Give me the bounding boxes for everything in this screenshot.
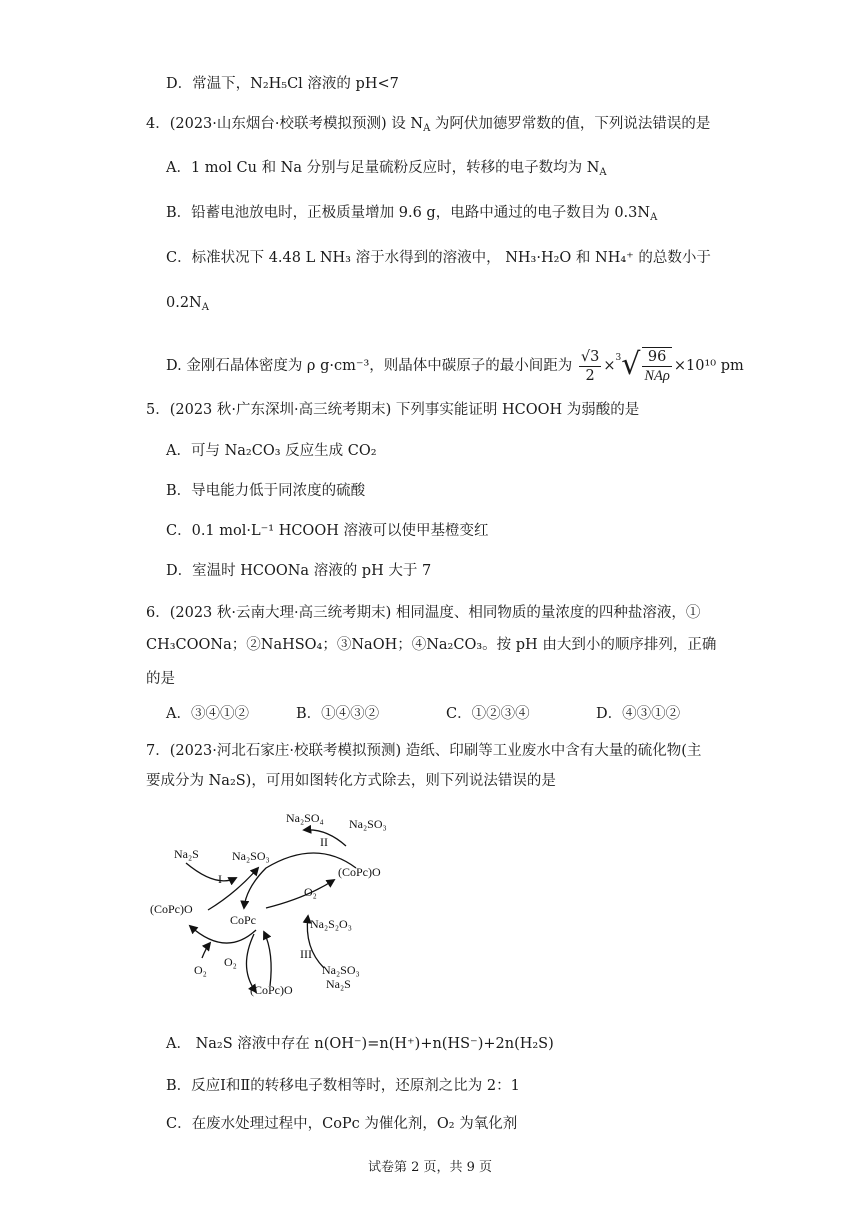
diagram-na2s-bottom: Na₂S xyxy=(326,977,351,991)
diagram-na2so3-bottom: Na₂SO₃ xyxy=(322,963,360,977)
q6-option-b: B．①④③② xyxy=(296,706,380,722)
diagram-na2so3-top: Na₂SO₃ xyxy=(349,817,387,831)
q4-option-b-sub: A xyxy=(650,212,658,223)
q4-option-d-fraction-num: √3 xyxy=(580,348,600,365)
diagram-roman-1: I xyxy=(218,872,222,886)
q4-option-a xyxy=(166,158,607,183)
q7-option-b: B．反应Ⅰ和Ⅱ的转移电子数相等时，还原剂之比为 2：1 xyxy=(166,1078,520,1094)
diagram-o2-bottom-left: O₂ xyxy=(194,963,207,977)
q4-option-c-line2-sub: A xyxy=(201,302,209,313)
q6-stem-line3: 的是 xyxy=(146,671,175,687)
diagram-copc: CoPc xyxy=(230,913,257,927)
q4-option-c-line2 xyxy=(166,293,209,318)
q4-stem-sub: A xyxy=(423,123,431,134)
q6-option-d: D．④③①② xyxy=(596,706,681,722)
q4-stem xyxy=(146,114,710,139)
diagram-arrow-o2-oxidation xyxy=(266,880,334,908)
q4-option-d-root-fraction xyxy=(642,347,672,385)
q7-option-c: C．在废水处理过程中，CoPc 为催化剂，O₂ 为氧化剂 xyxy=(166,1116,518,1132)
diagram-na2so4: Na₂SO₄ xyxy=(286,811,324,825)
q4-option-b-text: B．铅蓄电池放电时，正极质量增加 9.6 g，电路中通过的电子数目为 0.3N xyxy=(166,205,651,221)
q5-stem: 5．(2023 秋·广东深圳·高三统考期末) 下列事实能证明 HCOOH 为弱酸的是 xyxy=(146,402,640,418)
q4-option-d-fraction-den: 2 xyxy=(585,367,595,384)
q6-stem-line2: CH₃COONa；②NaHSO₄；③NaOH；④Na₂CO₃。按 pH 由大到小的顺序排列，正确 xyxy=(146,637,717,653)
q4-option-d-root-num: 96 xyxy=(642,348,672,367)
diagram-copco-left: (CoPc)O xyxy=(150,902,193,916)
q4-option-b xyxy=(166,203,657,228)
q4-option-d-root-den: NAρ xyxy=(644,368,670,384)
q5-option-c: C．0.1 mol·L⁻¹ HCOOH 溶液可以使甲基橙变红 xyxy=(166,523,489,539)
q4-option-c-line1: C．标准状况下 4.48 L NH₃ 溶于水得到的溶液中， NH₃·H₂O 和 NH₄⁺ 的总数小于 xyxy=(166,250,711,266)
q6-option-a: A．③④①② xyxy=(166,706,249,722)
diagram-o2-mid: O₂ xyxy=(304,885,317,899)
diagram-copco-bottom: (CoPc)O xyxy=(250,983,293,997)
diagram-copco-right: (CoPc)O xyxy=(338,865,381,879)
diagram-roman-2: II xyxy=(320,835,328,849)
q7-option-a: A． Na₂S 溶液中存在 n(OH⁻)=n(H⁺)+n(HS⁻)+2n(H₂S) xyxy=(166,1036,554,1052)
q4-option-d-tail: ×10¹⁰ pm xyxy=(673,358,744,374)
diagram-arrow-to-copco-left xyxy=(190,926,256,943)
diagram-arrow-o2-small xyxy=(202,943,210,958)
q4-stem-tail: 为阿伏加德罗常数的值，下列说法错误的是 xyxy=(430,116,711,132)
diagram-na2s2o3: Na₂S₂O₃ xyxy=(310,917,352,931)
diagram-roman-3: III xyxy=(300,947,312,961)
q4-option-a-sub: A xyxy=(599,167,607,178)
q6-option-c: C．①②③④ xyxy=(446,706,530,722)
q7-reaction-diagram xyxy=(146,808,426,1013)
q4-option-d: D. 金刚石晶体密度为 ρ g·cm⁻³，则晶体中碳原子的最小间距为 $\frac{√3}{2}$ ×$^3$√ $\frac{96}{\text{NAρ}}$ ×10¹⁰ pm xyxy=(166,347,744,384)
q7-stem-line1: 7．(2023·河北石家庄·校联考模拟预测) 造纸、印刷等工业废水中含有大量的硫化物(主 xyxy=(146,743,702,759)
q4-stem-text: 4．(2023·山东烟台·校联考模拟预测) 设 N xyxy=(146,116,424,132)
q4-option-d-fraction xyxy=(579,348,601,385)
diagram-na2s-left: Na₂S xyxy=(174,847,199,861)
diagram-o2-bottom: O₂ xyxy=(224,955,237,969)
q6-stem-line1: 6．(2023 秋·云南大理·高三统考期末) 相同温度、相同物质的量浓度的四种盐溶液，① xyxy=(146,605,701,621)
q5-option-d: D．室温时 HCOONa 溶液的 pH 大于 7 xyxy=(166,563,432,579)
q4-option-c-line2-text: 0.2N xyxy=(166,295,202,311)
page-footer: 试卷第 2 页，共 9 页 xyxy=(367,1160,493,1175)
q3-option-d: D．常温下，N₂H₅Cl 溶液的 pH<7 xyxy=(166,76,399,92)
q4-option-d-text: D. 金刚石晶体密度为 ρ g·cm⁻³，则晶体中碳原子的最小间距为 xyxy=(166,358,573,374)
q7-stem-line2: 要成分为 Na₂S)，可用如图转化方式除去，则下列说法错误的是 xyxy=(146,773,556,789)
q4-option-a-text: A．1 mol Cu 和 Na 分别与足量硫粉反应时，转移的电子数均为 N xyxy=(166,160,600,176)
q5-option-b: B．导电能力低于同浓度的硫酸 xyxy=(166,483,366,499)
diagram-arrow-na2s-to-na2so3 xyxy=(186,863,236,881)
diagram-arrow-back-to-copc xyxy=(264,932,271,986)
diagram-na2so3-left: Na₂SO₃ xyxy=(232,849,270,863)
q5-option-a: A．可与 Na₂CO₃ 反应生成 CO₂ xyxy=(166,443,377,459)
